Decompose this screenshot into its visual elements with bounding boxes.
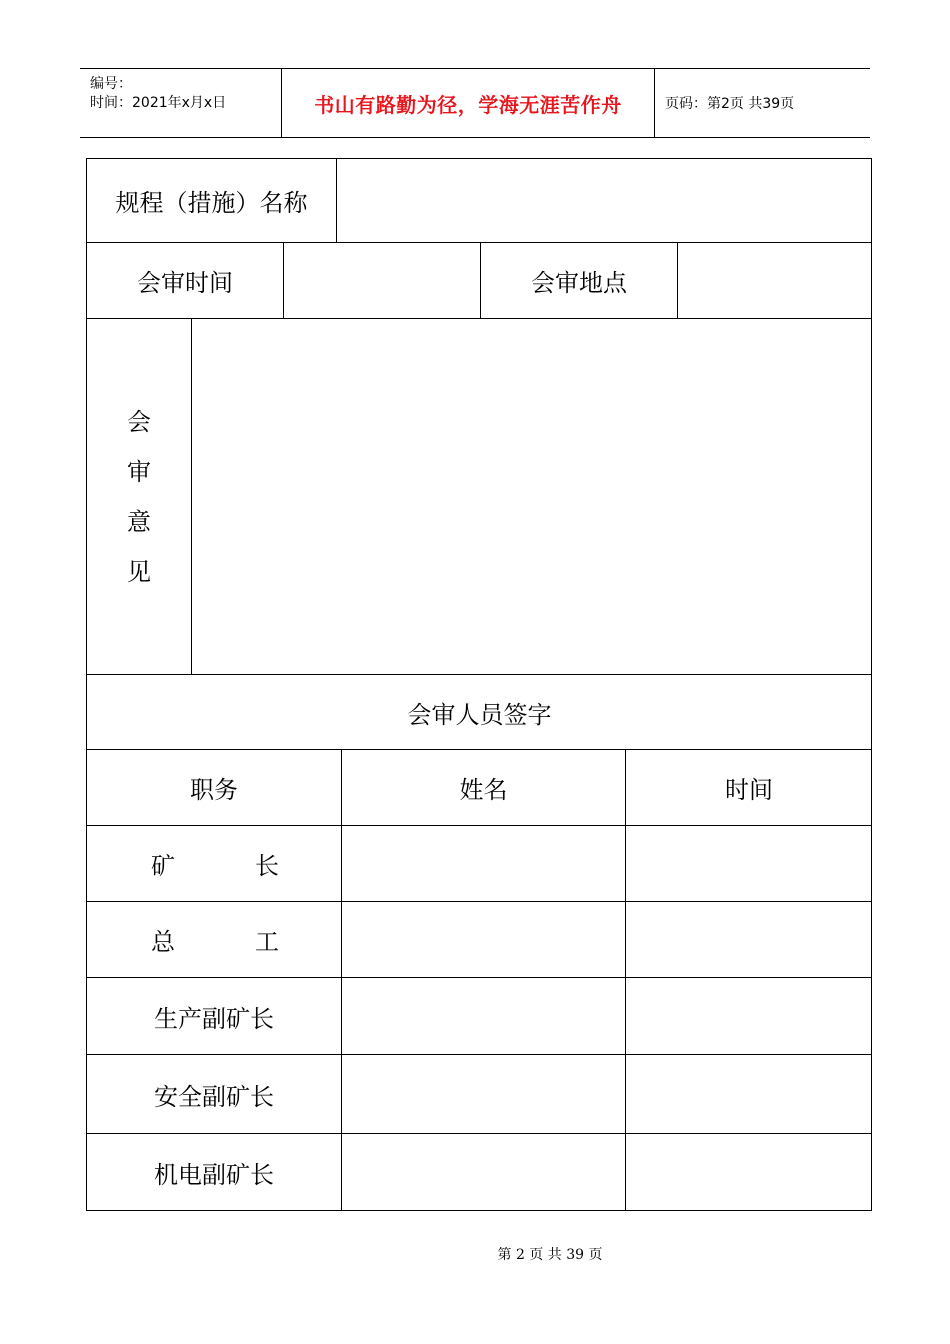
role-safety-deputy: 安全副矿长 xyxy=(87,1055,342,1134)
motto-text: 书山有路勤为径，学海无涯苦作舟 xyxy=(314,92,622,117)
name-field-production-deputy[interactable] xyxy=(342,978,626,1055)
page-footer xyxy=(0,1244,950,1264)
procedure-name-field[interactable] xyxy=(337,159,872,243)
name-field-electromechanical-deputy[interactable] xyxy=(342,1134,626,1210)
document-header xyxy=(80,68,870,138)
signature-section-title: 会审人员签字 xyxy=(87,675,872,750)
review-time-label: 会审时间 xyxy=(87,243,284,319)
opinion-char-3: 意 xyxy=(127,507,151,536)
header-meta xyxy=(80,69,282,137)
footer-page-number: 第 2 页 共 39 页 xyxy=(497,1247,603,1263)
review-time-field[interactable] xyxy=(284,243,481,319)
name-field-safety-deputy[interactable] xyxy=(342,1055,626,1134)
time-field-chief-engineer[interactable] xyxy=(626,902,872,978)
review-opinion-label xyxy=(87,319,192,675)
name-field-mine-manager[interactable] xyxy=(342,826,626,902)
review-place-label: 会审地点 xyxy=(481,243,678,319)
role-electromechanical-deputy: 机电副矿长 xyxy=(87,1134,342,1210)
role-mine-manager xyxy=(87,826,342,902)
time-field-mine-manager[interactable] xyxy=(626,826,872,902)
time-field-safety-deputy[interactable] xyxy=(626,1055,872,1134)
opinion-char-1: 会 xyxy=(127,407,151,436)
time-label: 时间：2021年x月x日 xyxy=(90,95,227,111)
column-header-name: 姓名 xyxy=(342,750,626,826)
opinion-char-2: 审 xyxy=(127,457,151,486)
time-field-production-deputy[interactable] xyxy=(626,978,872,1055)
opinion-char-4: 见 xyxy=(127,557,151,586)
name-field-chief-engineer[interactable] xyxy=(342,902,626,978)
page-indicator: 页码：第2页 共39页 xyxy=(665,96,795,112)
role-char-a: 矿 xyxy=(151,852,175,880)
review-place-field[interactable] xyxy=(678,243,872,319)
header-motto-cell xyxy=(282,69,655,137)
review-form-table xyxy=(86,158,872,1211)
role-production-deputy: 生产副矿长 xyxy=(87,978,342,1055)
column-header-time: 时间 xyxy=(626,750,872,826)
time-field-electromechanical-deputy[interactable] xyxy=(626,1134,872,1210)
role-char-b: 长 xyxy=(255,852,279,880)
procedure-name-label: 规程（措施）名称 xyxy=(87,159,337,243)
number-label: 编号： xyxy=(90,76,132,92)
review-opinion-field[interactable] xyxy=(192,319,872,675)
role-char-b: 工 xyxy=(255,928,279,956)
role-chief-engineer xyxy=(87,902,342,978)
role-char-a: 总 xyxy=(151,928,175,956)
column-header-role: 职务 xyxy=(87,750,342,826)
